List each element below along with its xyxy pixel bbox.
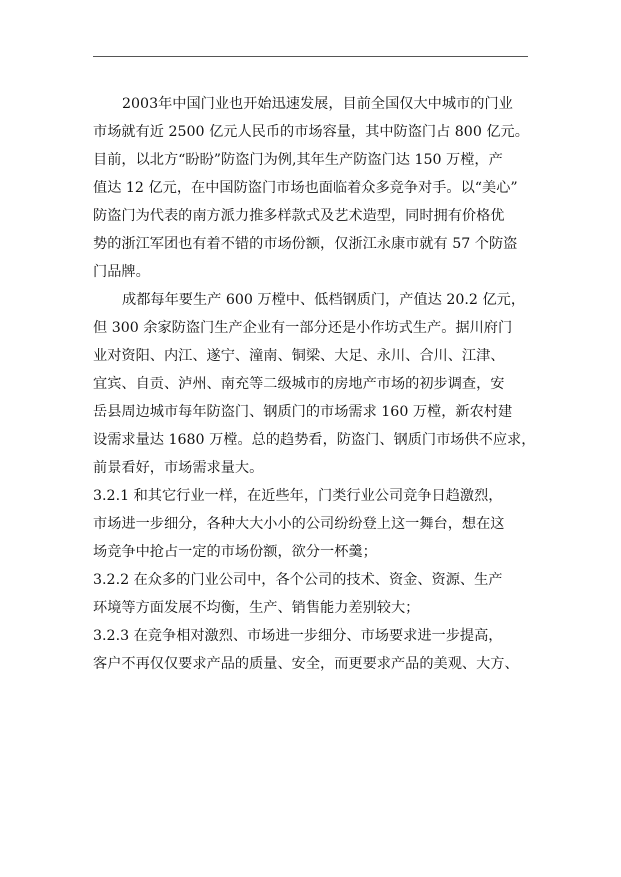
item-3-2-3-line-1: 3.2.3 在竞争相对激烈、市场进一步细分、市场要求进一步提高，: [93, 628, 503, 644]
paragraph-2-line-7: 前景看好，市场需求量大。: [93, 460, 264, 476]
header-rule: [93, 56, 528, 57]
item-3-2-2-line-1: 3.2.2 在众多的门业公司中，各个公司的技术、资金、资源、生产: [93, 572, 503, 588]
paragraph-2-line-3: 业对资阳、内江、遂宁、潼南、铜梁、大足、永川、合川、江津、: [93, 348, 505, 364]
paragraph-1-line-7: 门品牌。: [93, 264, 150, 280]
item-3-2-1-line-3: 场竞争中抢占一定的市场份额，欲分一杯羹；: [93, 544, 377, 560]
paragraph-2-line-4: 宜宾、自贡、泸州、南充等二级城市的房地产市场的初步调查，安: [93, 376, 505, 392]
paragraph-1-line-3: 目前，以北方“盼盼”防盗门为例,其年生产防盗门达 150 万樘，产: [93, 152, 503, 168]
paragraph-1-line-5: 防盗门为代表的南方派力推多样款式及艺术造型，同时拥有价格优: [93, 208, 505, 224]
item-3-2-3-line-2: 客户不再仅仅要求产品的质量、安全，而更要求产品的美观、大方、: [93, 656, 519, 672]
item-3-2-1-line-1: 3.2.1 和其它行业一样，在近些年，门类行业公司竞争日趋激烈，: [93, 488, 503, 504]
item-3-2-2-line-2: 环境等方面发展不均衡，生产、销售能力差别较大；: [93, 600, 420, 616]
paragraph-1-line-4: 值达 12 亿元，在中国防盗门市场也面临着众多竞争对手。以“美心”: [93, 180, 518, 196]
paragraph-2-line-6: 设需求量达 1680 万樘。总的趋势看，防盗门、钢质门市场供不应求，: [93, 432, 536, 448]
paragraph-2-line-1: 成都每年要生产 600 万樘中、低档钢质门，产值达 20.2 亿元，: [122, 292, 526, 308]
paragraph-2-line-2: 但 300 余家防盗门生产企业有一部分还是小作坊式生产。据川府门: [93, 320, 513, 336]
paragraph-2-line-5: 岳县周边城市每年防盗门、钢质门的市场需求 160 万樘，新农村建: [93, 404, 513, 420]
paragraph-1-line-1: 2003年中国门业也开始迅速发展，目前全国仅大中城市的门业: [122, 96, 513, 112]
item-3-2-1-line-2: 市场进一步细分，各种大大小小的公司纷纷登上这一舞台，想在这: [93, 516, 505, 532]
paragraph-1-line-2: 市场就有近 2500 亿元人民币的市场容量，其中防盗门占 800 亿元。: [93, 124, 529, 140]
paragraph-1-line-6: 势的浙江军团也有着不错的市场份额，仅浙江永康市就有 57 个防盗: [93, 236, 518, 252]
